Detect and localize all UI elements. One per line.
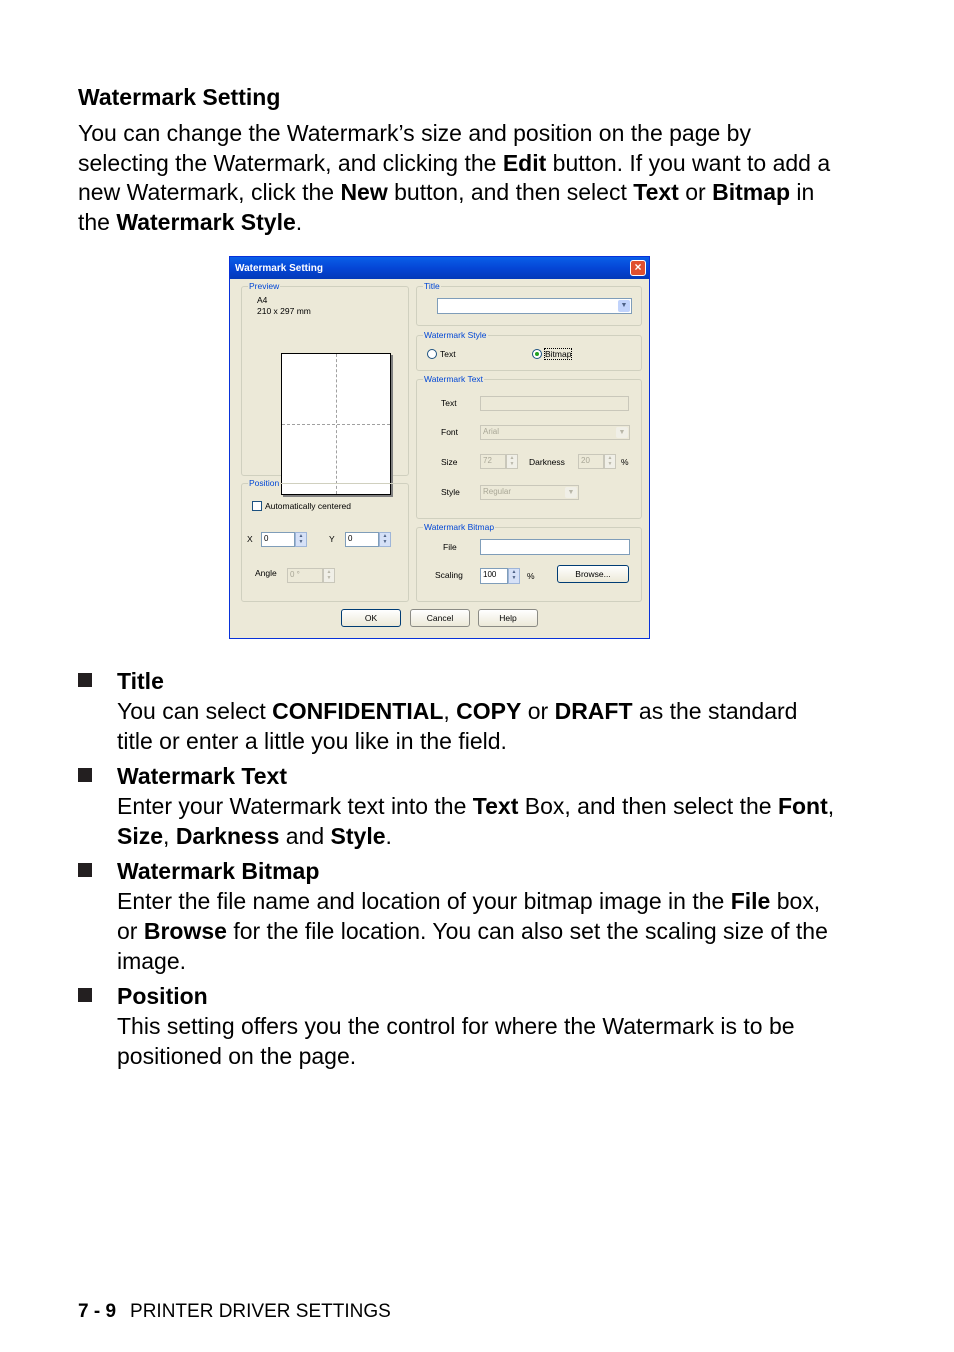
font-select[interactable]	[480, 425, 630, 440]
font-label: Font	[441, 427, 459, 437]
body-text: This setting offers you the control for where the Watermark is to be positioned on the page.	[117, 1013, 795, 1069]
keyword: Text	[472, 793, 519, 819]
body-text: Enter your Watermark text into the	[117, 793, 473, 819]
watermark-style-group	[416, 330, 642, 371]
watermark-text-group	[416, 374, 642, 519]
x-label: X	[247, 534, 253, 544]
body-text: and	[279, 822, 331, 849]
watermark-setting-dialog	[229, 256, 650, 639]
item-heading: Position	[117, 983, 208, 1009]
bitmap-radio[interactable]	[532, 349, 542, 359]
cancel-button[interactable]: Cancel	[410, 609, 470, 627]
x-input[interactable]: 0	[261, 532, 295, 547]
text-radio[interactable]	[427, 349, 437, 359]
dialog-titlebar	[230, 257, 649, 279]
text-input[interactable]	[480, 396, 629, 411]
item-heading: Title	[117, 668, 164, 694]
file-input[interactable]	[480, 539, 630, 555]
keyword: Font	[777, 793, 828, 819]
body-text: ,	[163, 822, 176, 849]
item-body	[117, 887, 837, 976]
body-text: You can select	[117, 698, 273, 724]
text-group-legend: Watermark Text	[424, 374, 484, 384]
page-footer	[78, 1301, 391, 1323]
intro-text-1: You can change the Watermark’s size and position on the page by selecting the Watermark, and clicking the	[78, 120, 751, 176]
size-spinner[interactable]: ▲ ▼	[506, 454, 518, 469]
bitmap-radio-label: Bitmap	[545, 349, 572, 359]
intro-text-5: in the	[78, 179, 815, 235]
y-input[interactable]: 0	[345, 532, 379, 547]
keyword: COPY	[456, 698, 522, 724]
body-text: .	[385, 822, 392, 849]
bullet-square	[78, 673, 92, 687]
darkness-label: Darkness	[529, 457, 565, 467]
position-legend: Position	[249, 478, 280, 488]
angle-spinner[interactable]: ▲ ▼	[323, 568, 335, 583]
body-text: Enter the file name and location of your bitmap image in the	[117, 888, 731, 914]
keyword: DRAFT	[554, 698, 633, 724]
ok-button[interactable]: OK	[341, 609, 401, 627]
page-number: 7 - 9	[78, 1301, 117, 1322]
chevron-down-icon[interactable]: ▼	[565, 487, 577, 498]
body-text: or	[521, 698, 555, 724]
text-radio-label: Text	[440, 349, 456, 359]
keyword: CONFIDENTIAL	[272, 698, 444, 724]
section-heading: Watermark Setting	[78, 84, 281, 110]
dialog-title: Watermark Setting	[235, 263, 323, 274]
item-heading: Watermark Text	[117, 763, 288, 789]
intro-text-3: button, and then select	[387, 179, 634, 205]
keyword: Darkness	[175, 822, 280, 849]
item-heading: Watermark Bitmap	[117, 858, 320, 884]
intro-text-4: or	[678, 179, 713, 205]
bullet-square	[78, 863, 92, 877]
title-group	[416, 281, 642, 326]
bullet-square	[78, 768, 92, 782]
auto-centered-label: Automatically centered	[265, 501, 351, 511]
body-text: ,	[443, 698, 457, 724]
darkness-percent: %	[621, 457, 629, 467]
intro-new: New	[340, 179, 388, 205]
footer-section: PRINTER DRIVER SETTINGS	[130, 1301, 391, 1322]
size-input[interactable]: 72	[480, 454, 506, 469]
chevron-down-icon[interactable]: ▼	[618, 300, 630, 312]
item-body	[117, 1012, 837, 1072]
intro-style: Watermark Style	[116, 208, 296, 235]
angle-label: Angle	[255, 568, 277, 578]
browse-button[interactable]: Browse...	[557, 565, 629, 583]
style-value: Regular	[483, 487, 512, 496]
style-legend: Watermark Style	[424, 330, 487, 340]
darkness-input[interactable]: 20	[578, 454, 604, 469]
watermark-bitmap-group	[416, 522, 642, 602]
center-line-horizontal	[282, 424, 390, 425]
intro-text-keyword: Text	[633, 179, 679, 205]
keyword: Style	[330, 822, 386, 849]
bitmap-group-legend: Watermark Bitmap	[424, 522, 495, 532]
y-spinner[interactable]: ▲ ▼	[379, 532, 391, 547]
preview-paper: A4	[257, 295, 268, 305]
x-spinner[interactable]: ▲ ▼	[295, 532, 307, 547]
item-body	[117, 697, 837, 757]
preview-legend: Preview	[249, 281, 280, 291]
keyword: Size	[117, 822, 164, 849]
text-label: Text	[441, 398, 457, 408]
scaling-input[interactable]: 100	[480, 568, 508, 584]
scaling-label: Scaling	[435, 570, 463, 580]
body-text: ,	[827, 793, 835, 819]
position-group	[241, 478, 409, 602]
style-select[interactable]	[480, 485, 579, 500]
bullet-square	[78, 988, 92, 1002]
title-legend: Title	[424, 281, 440, 291]
scaling-spinner[interactable]: ▲ ▼	[508, 568, 520, 584]
close-icon[interactable]: ×	[630, 260, 646, 276]
keyword: File	[730, 888, 771, 914]
preview-group	[241, 281, 409, 476]
preview-size: 210 x 297 mm	[257, 306, 311, 316]
angle-input[interactable]: 0 °	[287, 568, 323, 583]
scaling-percent: %	[527, 571, 535, 581]
intro-text-6: .	[295, 208, 303, 235]
chevron-down-icon[interactable]: ▼	[616, 427, 628, 438]
intro-bitmap: Bitmap	[712, 179, 791, 205]
auto-centered-checkbox[interactable]	[252, 501, 262, 511]
page-preview	[281, 353, 391, 495]
body-text: for the file location. You can also set the scaling size of the image.	[117, 917, 828, 974]
font-value: Arial	[483, 427, 500, 436]
file-label: File	[443, 542, 457, 552]
y-label: Y	[329, 534, 335, 544]
title-select[interactable]	[437, 298, 632, 314]
intro-edit: Edit	[502, 149, 547, 176]
darkness-spinner[interactable]: ▲ ▼	[604, 454, 616, 469]
help-button[interactable]: Help	[478, 609, 538, 627]
body-text: box, or	[117, 888, 821, 944]
item-body	[117, 792, 837, 852]
body-text: Box, and then select the	[518, 793, 778, 819]
body-text: as the standard title or enter a little you like in the field.	[117, 698, 798, 754]
keyword: Browse	[143, 917, 227, 944]
intro-paragraph	[78, 119, 848, 237]
style-label: Style	[441, 487, 460, 497]
intro-text-2: button. If you want to add a new Watermark, click the	[78, 149, 831, 205]
size-label: Size	[441, 457, 458, 467]
